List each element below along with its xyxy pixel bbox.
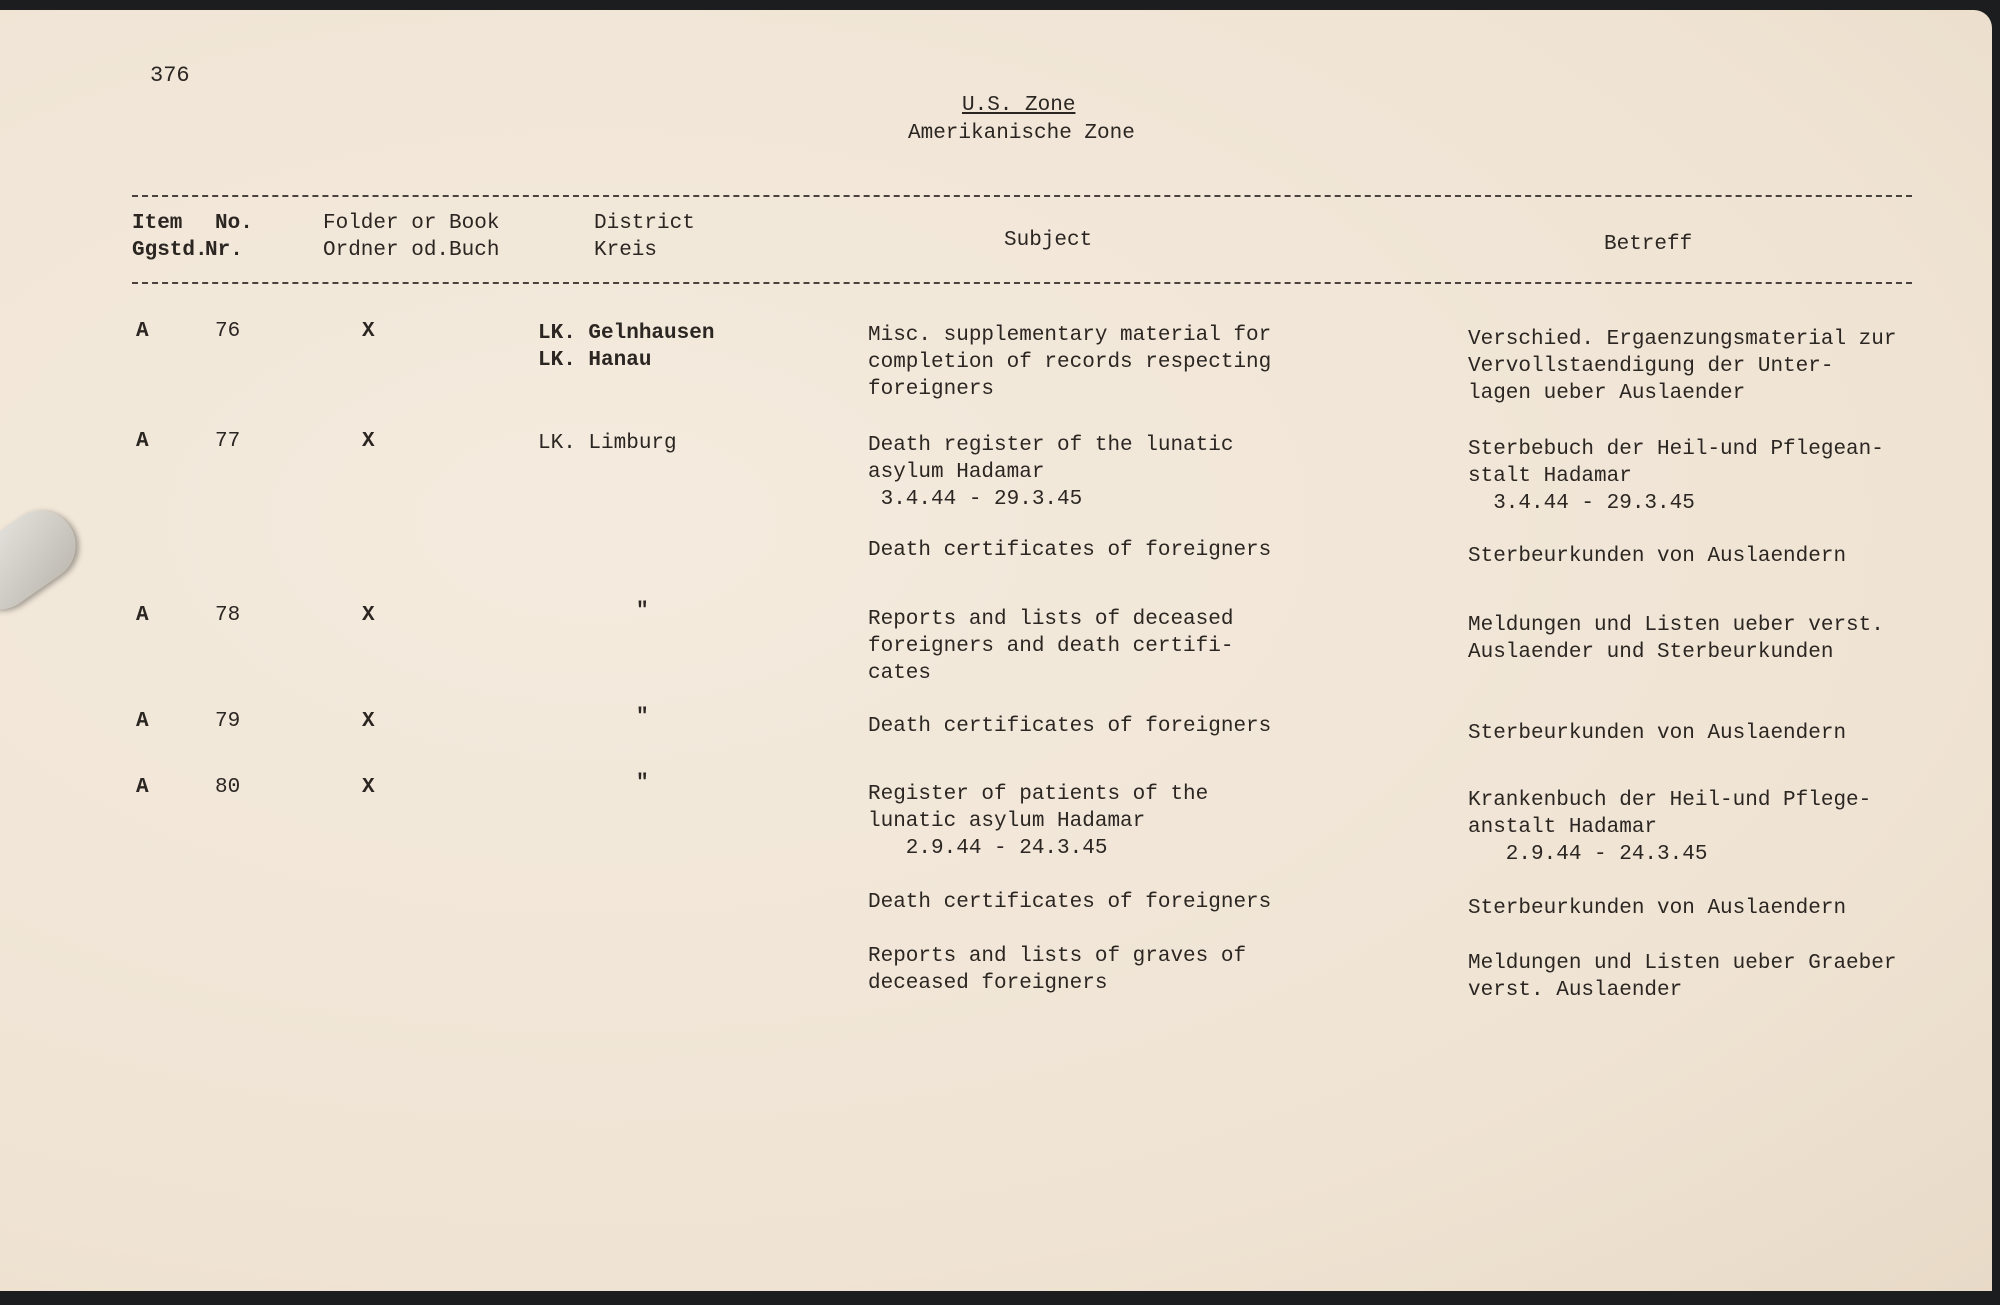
row-78-subject: Reports and lists of deceased foreigners and death certifi- cates — [868, 608, 1234, 685]
row-80-betreff-3: Meldungen und Listen ueber Graeber verst. Auslaender — [1468, 952, 1897, 1002]
row-78-district: " — [636, 600, 649, 623]
row-80-betreff: Krankenbuch der Heil-und Pflege- anstalt Hadamar 2.9.44 - 24.3.45 — [1468, 789, 1872, 866]
row-79-no: 79 — [215, 710, 241, 733]
row-77-district: LK. Limburg — [538, 432, 677, 455]
row-78-item: A — [136, 604, 149, 627]
row-76-folder: X — [362, 320, 375, 343]
row-80-subject-2: Death certificates of foreigners — [868, 891, 1272, 914]
row-80-betreff-2: Sterbeurkunden von Auslaendern — [1468, 897, 1847, 920]
zone-subtitle: Amerikanische Zone — [908, 122, 1135, 145]
row-76-district: LK. Gelnhausen LK. Hanau — [538, 322, 715, 372]
row-77-betreff: Sterbebuch der Heil-und Pflegean- stalt Hadamar 3.4.44 - 29.3.45 — [1468, 438, 1884, 515]
row-80-folder: X — [362, 776, 375, 799]
row-77-folder: X — [362, 430, 375, 453]
row-79-folder: X — [362, 710, 375, 733]
row-78-folder: X — [362, 604, 375, 627]
header-subject: Subject — [1004, 229, 1093, 252]
scan-border — [0, 1291, 2000, 1305]
header-no: No. — [215, 212, 253, 235]
row-78-betreff: Meldungen und Listen ueber verst. Auslaender und Sterbeurkunden — [1468, 614, 1884, 664]
row-77-item: A — [136, 430, 149, 453]
header-folder-de: Ordner od.Buch — [323, 239, 500, 262]
header-betreff: Betreff — [1604, 233, 1693, 256]
row-80-no: 80 — [215, 776, 241, 799]
header-rule-bottom — [132, 282, 1912, 284]
row-80-subject: Register of patients of the lunatic asylum Hadamar 2.9.44 - 24.3.45 — [868, 783, 1209, 860]
row-80-subject-3: Reports and lists of graves of deceased foreigners — [868, 945, 1247, 995]
row-80-district: " — [636, 772, 649, 795]
row-77-no: 77 — [215, 430, 241, 453]
paper-clip — [0, 497, 89, 623]
zone-title: U.S. Zone — [962, 94, 1076, 117]
row-78-no: 78 — [215, 604, 241, 627]
row-76-item: A — [136, 320, 149, 343]
header-district-en: District — [594, 212, 695, 235]
row-79-item: A — [136, 710, 149, 733]
header-ggstd: Ggstd. — [132, 239, 208, 262]
row-80-item: A — [136, 776, 149, 799]
header-rule-top — [132, 195, 1912, 197]
page-number: 376 — [150, 63, 190, 88]
row-76-subject: Misc. supplementary material for completion of records respecting foreigners — [868, 324, 1272, 401]
row-77-betreff-2: Sterbeurkunden von Auslaendern — [1468, 545, 1847, 568]
row-79-betreff: Sterbeurkunden von Auslaendern — [1468, 722, 1847, 745]
document-page — [0, 10, 1992, 1292]
row-79-subject: Death certificates of foreigners — [868, 715, 1272, 738]
header-district-de: Kreis — [594, 239, 658, 262]
header-nr: Nr. — [205, 239, 243, 262]
header-folder-en: Folder or Book — [323, 212, 500, 235]
row-76-betreff: Verschied. Ergaenzungsmaterial zur Vervollstaendigung der Unter- lagen ueber Auslaender — [1468, 328, 1897, 405]
row-76-no: 76 — [215, 320, 241, 343]
row-79-district: " — [636, 706, 649, 729]
row-77-subject: Death register of the lunatic asylum Hadamar 3.4.44 - 29.3.45 — [868, 434, 1234, 511]
header-item: Item — [132, 212, 183, 235]
row-77-subject-2: Death certificates of foreigners — [868, 539, 1272, 562]
